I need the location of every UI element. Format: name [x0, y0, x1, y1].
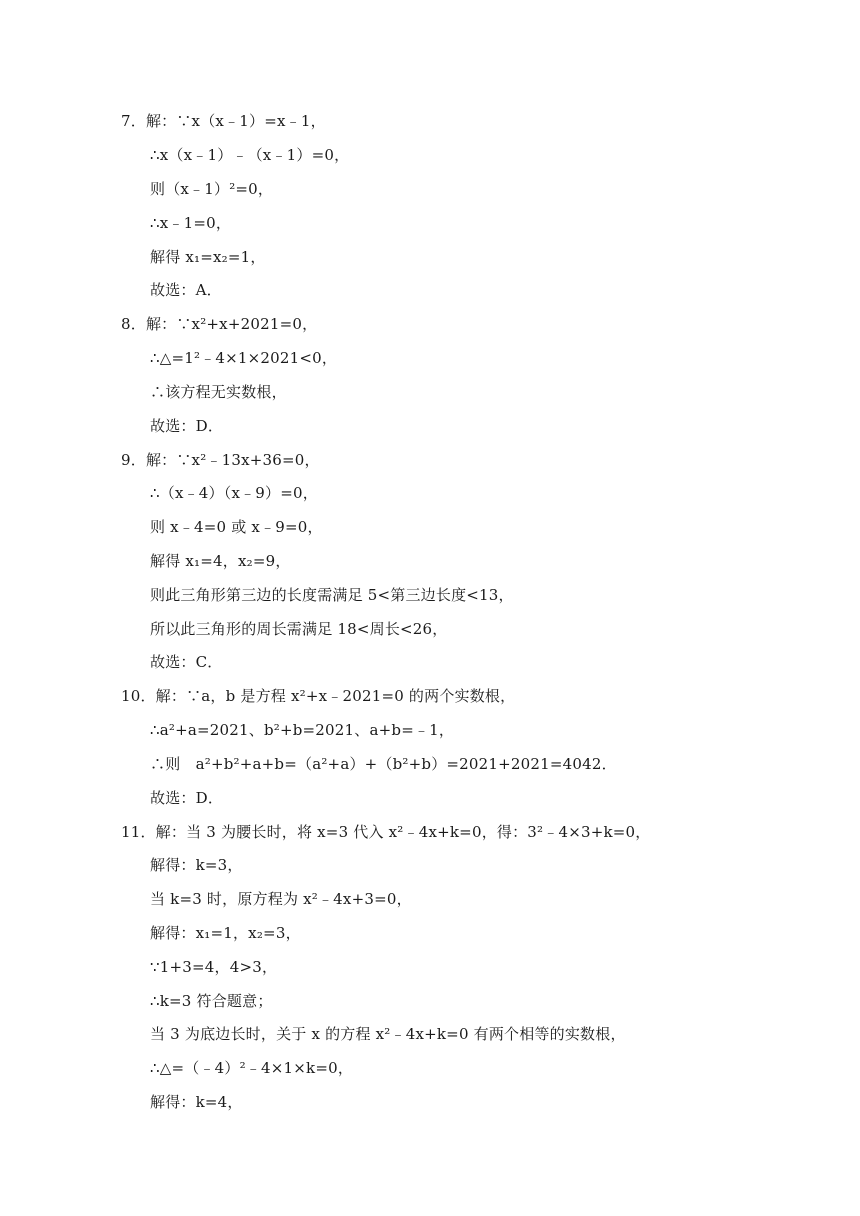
solution-line: 解得 x₁=x₂=1，: [150, 248, 266, 266]
answer-line: 故选：C．: [150, 653, 223, 671]
q7-heading: 7．解：∵x（x﹣1）=x﹣1，: [121, 112, 326, 130]
answer-line: 故选：D．: [150, 417, 224, 435]
solution-line: ∴该方程无实数根，: [150, 383, 287, 401]
q11-heading: 11．解：当 3 为腰长时，将 x=3 代入 x²﹣4x+k=0，得：3²﹣4×3+k=0，: [121, 823, 651, 841]
solution-line: 则（x﹣1）²=0，: [150, 180, 274, 198]
solution-line: 解得：k=4，: [150, 1093, 243, 1111]
solution-line: ∴x﹣1=0，: [150, 214, 232, 232]
answer-line: 故选：D．: [150, 789, 224, 807]
q9-heading: 9．解：∵x²﹣13x+36=0，: [121, 451, 320, 469]
solution-line: ∴则 a²+b²+a+b=（a²+a）+（b²+b）=2021+2021=4042．: [150, 755, 617, 773]
solution-line: ∴k=3 符合题意；: [150, 992, 273, 1010]
solution-line: 当 k=3 时，原方程为 x²﹣4x+3=0，: [150, 890, 412, 908]
solution-line: 解得：k=3，: [150, 856, 243, 874]
solution-line: ∴（x﹣4）（x﹣9）=0，: [150, 484, 318, 502]
q10-heading: 10．解：∵a，b 是方程 x²+x﹣2021=0 的两个实数根，: [121, 687, 516, 705]
solution-line: 解得 x₁=4，x₂=9，: [150, 552, 291, 570]
solution-line: ∴x（x﹣1）﹣（x﹣1）=0，: [150, 146, 350, 164]
solution-line: 则此三角形第三边的长度需满足 5<第三边长度<13，: [150, 586, 514, 604]
solution-line: ∴a²+a=2021、b²+b=2021、a+b=﹣1，: [150, 721, 455, 739]
solution-line: 所以此三角形的周长需满足 18<周长<26，: [150, 620, 448, 638]
solution-line: ∵1+3=4，4>3，: [150, 958, 278, 976]
answer-line: 故选：A．: [150, 281, 222, 299]
solution-line: 解得：x₁=1，x₂=3，: [150, 924, 301, 942]
q8-heading: 8．解：∵x²+x+2021=0，: [121, 315, 318, 333]
solution-line: ∴△=（﹣4）²﹣4×1×k=0，: [150, 1059, 354, 1077]
solution-line: 当 3 为底边长时，关于 x 的方程 x²﹣4x+k=0 有两个相等的实数根，: [150, 1025, 626, 1043]
solution-line: 则 x﹣4=0 或 x﹣9=0，: [150, 518, 323, 536]
solution-line: ∴△=1²﹣4×1×2021<0，: [150, 349, 338, 367]
